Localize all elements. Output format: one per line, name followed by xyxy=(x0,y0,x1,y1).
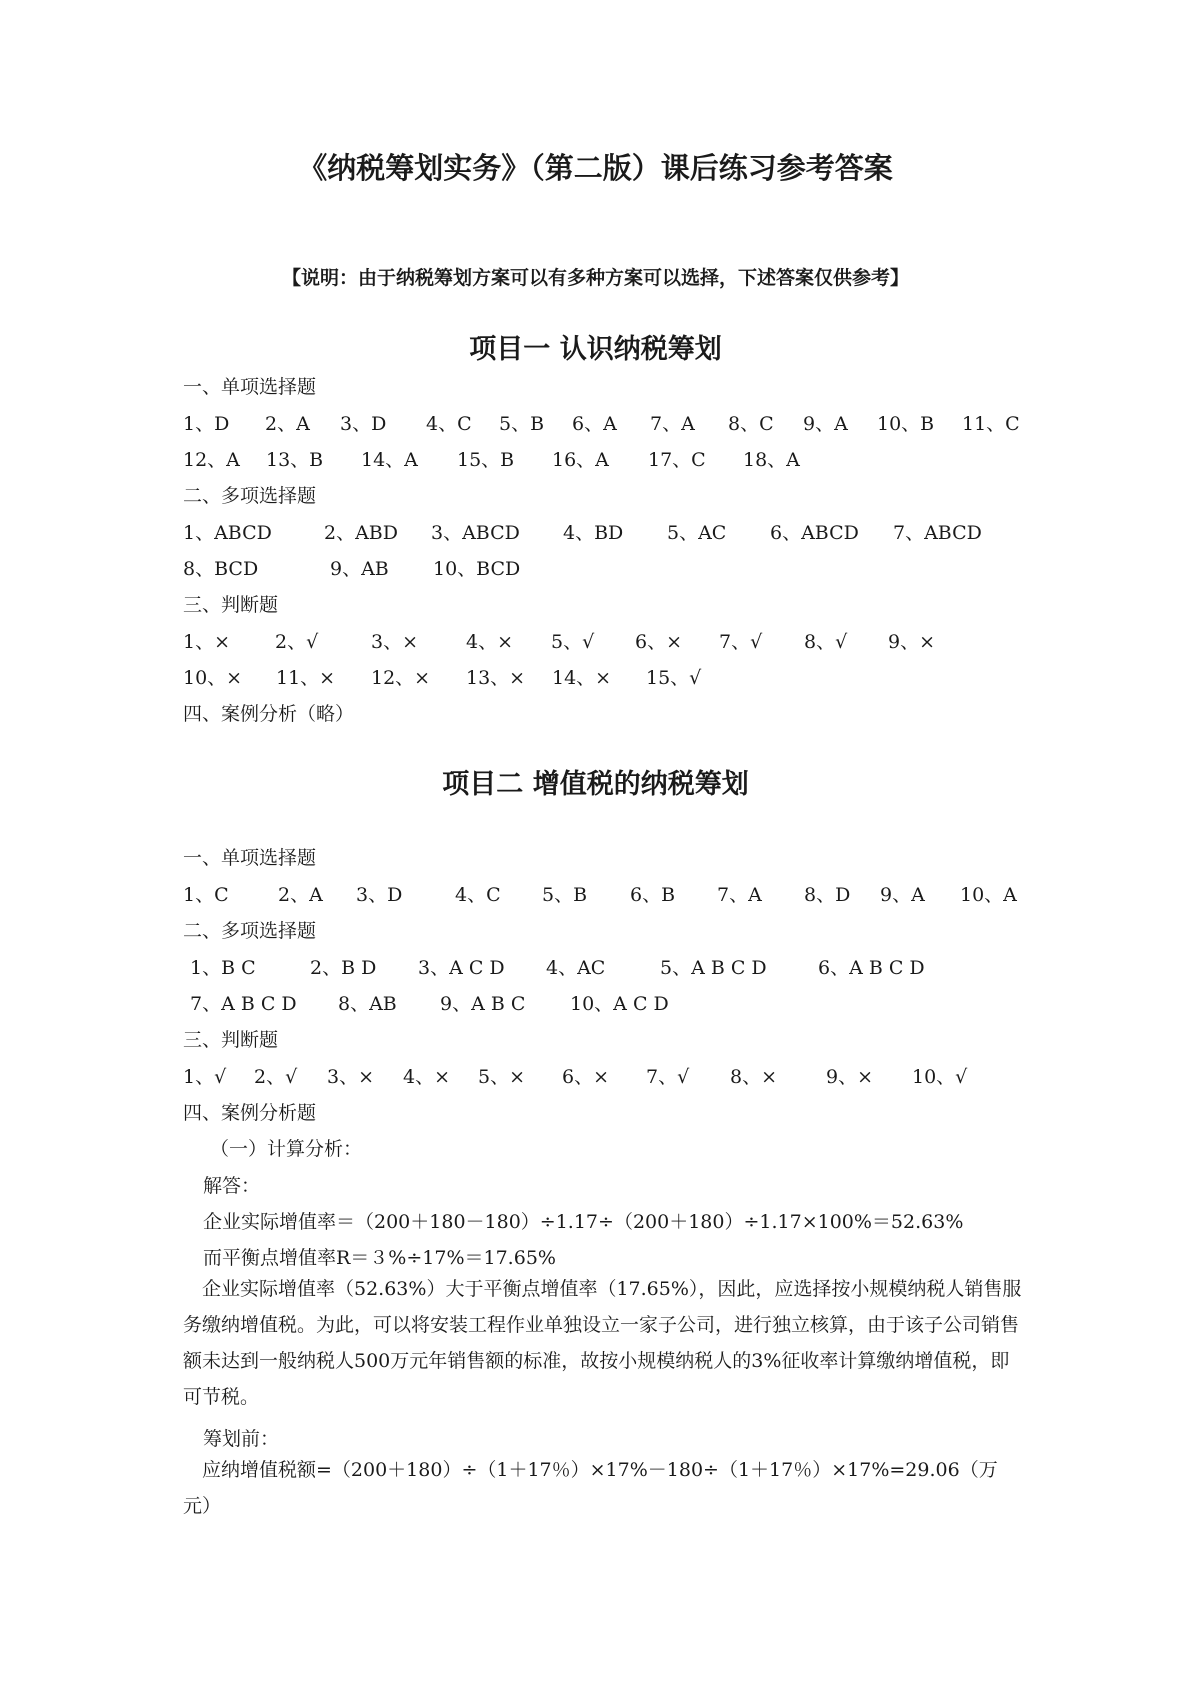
p1-true-false-row1 xyxy=(0,627,936,653)
answer-item: 14、× xyxy=(552,667,612,689)
answer-item: 4、C xyxy=(426,413,472,435)
answer-item: 2、B D xyxy=(310,957,377,979)
p1-single-choice-row1 xyxy=(0,409,1020,435)
answer-item: 4、C xyxy=(455,884,501,906)
vat-before-formula: 应纳增值税额=（200＋180）÷（1＋17％）×17%－180÷（1＋17％）×17%=29.06（万元） xyxy=(183,1459,998,1517)
answer-item: 10、√ xyxy=(912,1066,968,1088)
answer-item: 9、A xyxy=(803,413,848,435)
p2-single-choice-row1 xyxy=(0,880,1017,906)
answer-item: 9、× xyxy=(826,1066,874,1088)
answer-item: 9、AB xyxy=(330,558,389,580)
answer-item: 8、C xyxy=(728,413,774,435)
answer-item: 7、A xyxy=(650,413,695,435)
answer-item: 7、ABCD xyxy=(893,522,982,544)
answer-item: 1、ABCD xyxy=(183,522,272,544)
p1-true-false-row2 xyxy=(0,663,860,689)
answer-item: 2、A xyxy=(265,413,310,435)
answer-item: 17、C xyxy=(648,449,706,471)
p2-multi-choice-row2 xyxy=(0,989,860,1015)
answer-item: 1、C xyxy=(183,884,229,906)
p1-single-choice-row2 xyxy=(0,445,860,471)
p1-true-false-heading: 三、判断题 xyxy=(183,594,279,616)
answer-item: 3、D xyxy=(340,413,387,435)
project2-heading: 项目二 增值税的纳税筹划 xyxy=(442,769,749,800)
answer-item: 2、√ xyxy=(275,631,319,653)
answer-item: 7、A xyxy=(717,884,762,906)
answer-item: 6、× xyxy=(562,1066,610,1088)
answer-item: 3、D xyxy=(356,884,403,906)
p1-single-choice-heading: 一、单项选择题 xyxy=(183,376,317,398)
answer-item: 4、× xyxy=(403,1066,451,1088)
before-planning-label: 筹划前： xyxy=(203,1428,280,1450)
answer-item: 8、BCD xyxy=(183,558,259,580)
answer-item: 10、× xyxy=(183,667,243,689)
answer-item: 15、√ xyxy=(646,667,702,689)
answer-item: 2、√ xyxy=(254,1066,298,1088)
answer-item: 18、A xyxy=(743,449,800,471)
answer-item: 6、B xyxy=(630,884,676,906)
answer-item: 9、A xyxy=(880,884,925,906)
p1-multi-choice-row2 xyxy=(0,554,860,580)
answer-item: 5、× xyxy=(478,1066,526,1088)
project1-heading: 项目一 认识纳税筹划 xyxy=(469,334,722,365)
answer-item: 14、A xyxy=(361,449,418,471)
answer-item: 13、× xyxy=(466,667,526,689)
answer-item: 5、√ xyxy=(551,631,595,653)
answer-item: 3、× xyxy=(371,631,419,653)
p1-case-heading: 四、案例分析（略） xyxy=(183,703,355,725)
answer-item: 10、A C D xyxy=(570,993,669,1015)
answer-item: 12、× xyxy=(371,667,431,689)
answer-item: 6、ABCD xyxy=(770,522,859,544)
p2-case-heading: 四、案例分析题 xyxy=(183,1102,317,1124)
answer-item: 6、× xyxy=(635,631,683,653)
answer-item: 4、AC xyxy=(546,957,606,979)
answer-item: 2、ABD xyxy=(324,522,399,544)
p2-single-choice-heading: 一、单项选择题 xyxy=(183,847,317,869)
answer-item: 3、× xyxy=(327,1066,375,1088)
answer-item: 4、BD xyxy=(563,522,624,544)
answer-item: 2、A xyxy=(278,884,323,906)
p1-multi-choice-row1 xyxy=(0,518,982,544)
calc-subheading: （一）计算分析： xyxy=(210,1138,363,1160)
answer-item: 1、B C xyxy=(190,957,256,979)
answer-item: 8、× xyxy=(730,1066,778,1088)
p2-true-false-heading: 三、判断题 xyxy=(183,1029,279,1051)
answer-item: 10、BCD xyxy=(433,558,521,580)
answer-item: 8、√ xyxy=(804,631,848,653)
answer-item: 3、ABCD xyxy=(431,522,520,544)
answer-item: 3、A C D xyxy=(418,957,505,979)
answer-item: 6、A xyxy=(572,413,617,435)
answer-item: 1、D xyxy=(183,413,230,435)
formula-balance-rate: 而平衡点增值率R＝３%÷17%＝17.65% xyxy=(203,1247,556,1269)
answer-item: 5、A B C D xyxy=(660,957,767,979)
answer-item: 11、C xyxy=(962,413,1020,435)
answer-item: 10、B xyxy=(877,413,935,435)
answer-item: 8、D xyxy=(804,884,851,906)
answer-item: 15、B xyxy=(457,449,515,471)
formula-actual-rate: 企业实际增值率＝（200＋180－180）÷1.17÷（200＋180）÷1.17×100%＝52.63% xyxy=(203,1211,964,1233)
answer-item: 1、√ xyxy=(183,1066,227,1088)
answer-item: 5、B xyxy=(542,884,588,906)
analysis-paragraph: 企业实际增值率（52.63%）大于平衡点增值率（17.65%），因此，应选择按小规模纳税人销售服务缴纳增值税。为此，可以将安装工程作业单独设立一家子公司，进行独立核算，由于该子公司销售额未达到一般纳税人500万元年销售额的标准，故按小规模纳税人的3%征收率计算缴纳增值税，即可节税。 xyxy=(183,1278,1022,1408)
answer-item: 7、√ xyxy=(719,631,763,653)
answer-item: 1、× xyxy=(183,631,231,653)
p2-true-false-row1 xyxy=(0,1062,968,1088)
p2-multi-choice-row1 xyxy=(0,953,925,979)
answer-item: 9、× xyxy=(888,631,936,653)
answer-item: 7、A B C D xyxy=(190,993,297,1015)
answer-item: 7、√ xyxy=(646,1066,690,1088)
answer-item: 16、A xyxy=(552,449,609,471)
answer-item: 5、AC xyxy=(667,522,727,544)
disclaimer-note: 【说明：由于纳税筹划方案可以有多种方案可以选择，下述答案仅供参考】 xyxy=(281,267,909,289)
answer-item: 9、A B C xyxy=(440,993,526,1015)
answer-item: 12、A xyxy=(183,449,240,471)
answer-label: 解答： xyxy=(203,1175,261,1197)
answer-item: 10、A xyxy=(960,884,1017,906)
p1-multi-choice-heading: 二、多项选择题 xyxy=(183,485,317,507)
answer-item: 8、AB xyxy=(338,993,397,1015)
answer-item: 5、B xyxy=(499,413,545,435)
answer-item: 11、× xyxy=(276,667,336,689)
p2-multi-choice-heading: 二、多项选择题 xyxy=(183,920,317,942)
answer-item: 4、× xyxy=(466,631,514,653)
answer-item: 6、A B C D xyxy=(818,957,925,979)
answer-item: 13、B xyxy=(266,449,324,471)
document-title: 《纳税筹划实务》（第二版）课后练习参考答案 xyxy=(298,151,893,185)
